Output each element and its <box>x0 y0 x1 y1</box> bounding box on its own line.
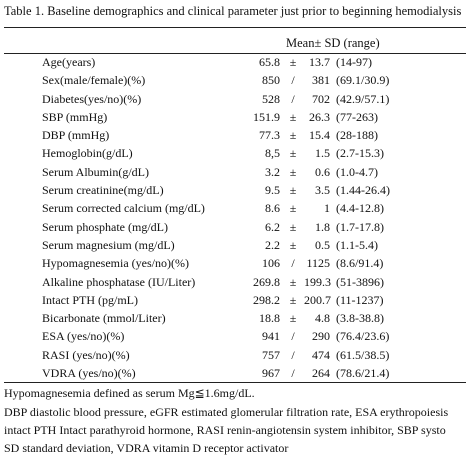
row-value-a: 18.8 <box>259 311 280 326</box>
row-value-b: 199.3 <box>304 274 331 289</box>
table-bottom-rule <box>4 382 466 383</box>
table-row <box>0 144 470 162</box>
table-row <box>0 346 470 364</box>
row-label: Serum Albumin(g/dL) <box>42 164 149 179</box>
table-row <box>0 108 470 126</box>
row-separator: / <box>291 91 295 106</box>
row-label: Serum phosphate (mg/dL) <box>42 219 168 234</box>
row-separator: ± <box>289 219 297 234</box>
row-value-a: 65.8 <box>259 55 280 69</box>
table-row <box>0 218 470 236</box>
table-row <box>0 254 470 272</box>
table-row <box>0 181 470 199</box>
row-range: (3.8-38.8) <box>336 311 384 326</box>
row-separator: / <box>291 366 295 381</box>
table-row <box>0 53 470 71</box>
row-value-b: 4.8 <box>315 311 330 326</box>
row-label: Bicarbonate (mmol/Liter) <box>42 311 166 326</box>
footnote-abbreviations-2: intact PTH Intact parathyroid hormone, RASI renin-angiotensin system inhibitor, SBP systo <box>4 423 446 437</box>
row-value-b: 0.6 <box>315 164 330 179</box>
row-label: Age(years) <box>42 55 96 69</box>
row-label: VDRA (yes/no)(%) <box>42 366 136 381</box>
row-value-a: 151.9 <box>253 109 280 124</box>
footnote-abbreviations-3: SD standard deviation, VDRA vitamin D receptor activator <box>4 441 289 455</box>
row-value-a: 9.5 <box>265 183 280 198</box>
footnote-abbreviations-1: DBP diastolic blood pressure, eGFR estimated glomerular filtration rate, ESA erythropoiesis <box>4 405 449 419</box>
row-separator: / <box>291 347 295 362</box>
row-value-b: 702 <box>312 91 330 106</box>
row-separator: ± <box>289 128 297 143</box>
table-row <box>0 364 470 382</box>
row-range: (1.7-17.8) <box>336 219 384 234</box>
row-value-b: 1.8 <box>315 219 330 234</box>
row-value-a: 941 <box>262 329 280 344</box>
row-range: (51-3896) <box>336 274 384 289</box>
row-label: SBP (mmHg) <box>42 109 108 124</box>
row-range: (78.6/21.4) <box>336 366 390 381</box>
row-label: Alkaline phosphatase (IU/Liter) <box>42 274 196 289</box>
row-range: (76.4/23.6) <box>336 329 390 344</box>
row-range: (69.1/30.9) <box>336 73 390 88</box>
row-value-a: 269.8 <box>253 274 280 289</box>
row-value-a: 2.2 <box>265 237 280 252</box>
row-value-b: 0.5 <box>315 237 330 252</box>
row-label: Sex(male/female)(%) <box>42 73 146 88</box>
row-separator: ± <box>289 201 297 216</box>
row-value-a: 6.2 <box>265 219 280 234</box>
row-value-b: 264 <box>312 366 330 381</box>
row-value-b: 200.7 <box>304 292 331 307</box>
row-value-b: 474 <box>312 347 330 362</box>
row-separator: ± <box>289 311 297 326</box>
row-label: Hypomagnesemia (yes/no)(%) <box>42 256 189 271</box>
row-range: (61.5/38.5) <box>336 347 390 362</box>
table-row <box>0 273 470 291</box>
row-range: (14-97) <box>336 55 372 69</box>
row-value-a: 106 <box>262 256 280 271</box>
table-row <box>0 71 470 89</box>
row-value-a: 528 <box>262 91 280 106</box>
table-row <box>0 327 470 345</box>
row-range: (1.1-5.4) <box>336 237 378 252</box>
row-value-a: 850 <box>262 73 280 88</box>
row-range: (77-263) <box>336 109 378 124</box>
row-separator: ± <box>289 164 297 179</box>
row-value-a: 8.6 <box>265 201 280 216</box>
table-body <box>0 53 470 382</box>
row-label: Serum creatinine(mg/dL) <box>42 183 164 198</box>
row-range: (8.6/91.4) <box>336 256 384 271</box>
row-value-a: 3.2 <box>265 164 280 179</box>
row-value-b: 290 <box>312 329 330 344</box>
row-range: (28-188) <box>336 128 378 143</box>
row-value-b: 26.3 <box>309 109 330 124</box>
row-value-a: 967 <box>262 366 280 381</box>
row-range: (42.9/57.1) <box>336 91 390 106</box>
row-label: RASI (yes/no)(%) <box>42 347 130 362</box>
row-value-a: 757 <box>262 347 280 362</box>
table-row <box>0 236 470 254</box>
table-row <box>0 309 470 327</box>
row-value-b: 381 <box>312 73 330 88</box>
column-header: Mean± SD (range) <box>286 36 380 50</box>
row-label: Intact PTH (pg/mL) <box>42 292 138 307</box>
row-separator: / <box>291 73 295 88</box>
row-separator: / <box>291 256 295 271</box>
table-row <box>0 199 470 217</box>
footnote-definition: Hypomagnesemia defined as serum Mg≦1.6mg/dL. <box>4 386 255 400</box>
row-label: DBP (mmHg) <box>42 128 110 143</box>
table-row <box>0 291 470 309</box>
row-value-b: 13.7 <box>309 55 330 69</box>
row-label: Hemoglobin(g/dL) <box>42 146 133 161</box>
row-separator: ± <box>289 292 297 307</box>
table-row <box>0 90 470 108</box>
row-label: Serum magnesium (mg/dL) <box>42 237 175 252</box>
row-range: (11-1237) <box>336 292 384 307</box>
row-value-b: 1 <box>324 201 330 216</box>
row-separator: ± <box>289 274 297 289</box>
row-value-b: 1.5 <box>315 146 330 161</box>
row-value-b: 15.4 <box>309 128 330 143</box>
row-separator: ± <box>289 109 297 124</box>
row-separator: ± <box>289 146 297 161</box>
row-label: Diabetes(yes/no)(%) <box>42 91 142 106</box>
row-range: (1.0-4.7) <box>336 164 378 179</box>
row-separator: ± <box>289 55 297 69</box>
row-range: (2.7-15.3) <box>336 146 384 161</box>
row-value-a: 298.2 <box>253 292 280 307</box>
table-top-rule <box>4 27 466 28</box>
row-separator: ± <box>289 183 297 198</box>
row-range: (4.4-12.8) <box>336 201 384 216</box>
row-range: (1.44-26.4) <box>336 183 390 198</box>
table-row <box>0 126 470 144</box>
row-label: ESA (yes/no)(%) <box>42 329 125 344</box>
row-value-a: 8,5 <box>265 146 280 161</box>
row-separator: ± <box>289 237 297 252</box>
row-value-b: 3.5 <box>315 183 330 198</box>
table-row <box>0 163 470 181</box>
row-value-a: 77.3 <box>259 128 280 143</box>
row-separator: / <box>291 329 295 344</box>
row-value-b: 1125 <box>306 256 330 271</box>
row-label: Serum corrected calcium (mg/dL) <box>42 201 205 216</box>
table-caption: Table 1. Baseline demographics and clinical parameter just prior to beginning hemodialysis <box>4 4 462 18</box>
